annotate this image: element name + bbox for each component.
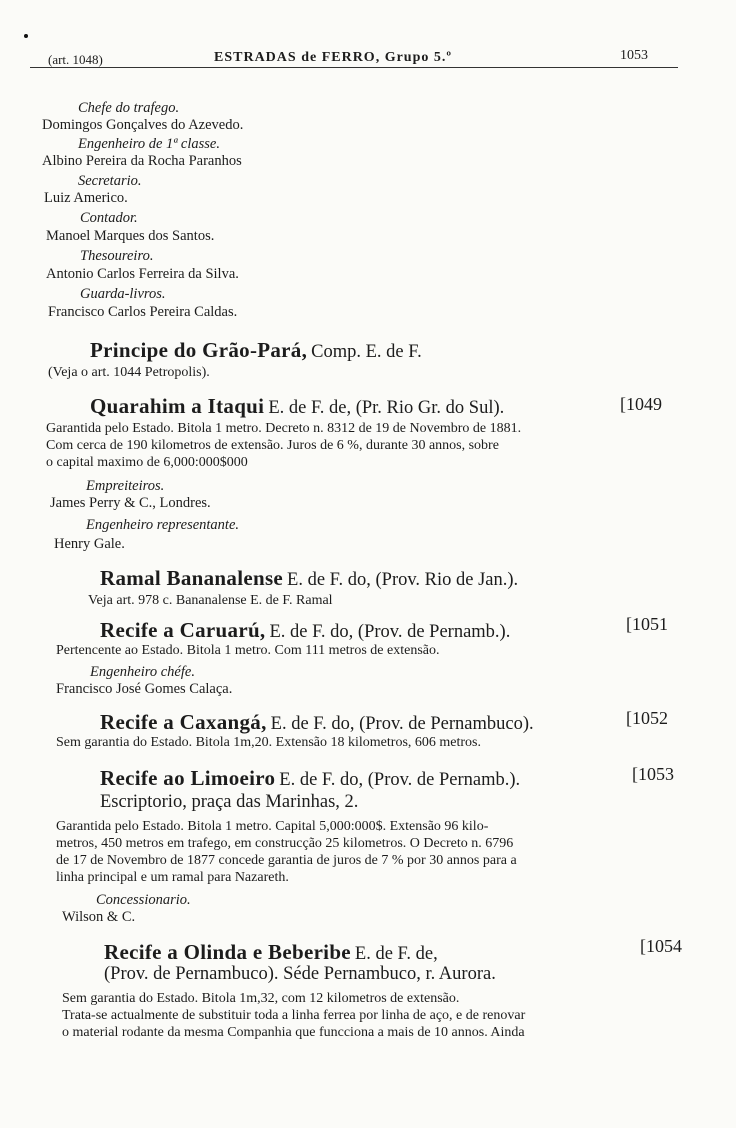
role-title: Engenheiro representante. [86,517,240,533]
entry-text-line: metros, 450 metros em trafego, em construcção 25 kilometros. O Decreto n. 6796 [56,836,514,851]
entry-address: Escriptorio, praça das Marinhas, 2. [100,792,359,812]
entry-subtitle: Comp. E. de F. [311,342,422,362]
entry-subtitle: E. de F. do, (Prov. de Pernamb.). [279,770,521,790]
entry-title: Quarahim a Itaqui [90,394,265,418]
entry-heading [100,566,518,591]
entry-heading [90,338,422,363]
entry-text-line: Garantida pelo Estado. Bitola 1 metro. Decreto n. 8312 de 19 de Novembro de 1881. [46,421,522,436]
entry-number: [1049 [620,394,662,414]
entry-heading [90,394,504,419]
entry-text-line: Sem garantia do Estado. Bitola 1m,20. Extensão 18 kilometros, 606 metros. [56,735,481,750]
entry-heading [100,618,510,643]
staff-name: Manoel Marques dos Santos. [46,228,215,244]
entry-text-line: Pertencente ao Estado. Bitola 1 metro. Com 111 metros de extensão. [56,643,440,658]
entry-text-line: Veja art. 978 c. Bananalense E. de F. Ramal [88,593,333,608]
print-speck [24,34,28,38]
staff-role: Engenheiro de 1ª classe. [78,136,220,152]
entry-address: (Prov. de Pernambuco). Séde Pernambuco, r. Aurora. [104,964,496,984]
role-title: Engenheiro chéfe. [90,664,195,680]
entry-title: Recife ao Limoeiro [100,766,276,790]
staff-role: Guarda-livros. [80,286,166,302]
entry-text-line: Garantida pelo Estado. Bitola 1 metro. Capital 5,000:000$. Extensão 96 kilo- [56,819,489,834]
entry-heading [104,940,438,965]
header-page-number: 1053 [620,48,648,63]
role-name: Wilson & C. [62,909,136,925]
role-name: Francisco José Gomes Calaça. [56,681,233,697]
staff-name: Antonio Carlos Ferreira da Silva. [46,266,239,282]
staff-role: Contador. [80,210,138,226]
staff-name: Luiz Americo. [44,190,128,206]
staff-role: Secretario. [78,173,142,189]
staff-role: Chefe do trafego. [78,100,180,116]
entry-text-line: linha principal e um ramal para Nazareth. [56,870,289,885]
entry-title: Ramal Bananalense [100,566,284,590]
entry-heading [100,766,520,791]
entry-subtitle: E. de F. do, (Prov. Rio de Jan.). [287,570,519,590]
entry-heading [100,710,534,735]
entry-subtitle: E. de F. do, (Prov. de Pernambuco). [270,714,534,734]
entry-title: Recife a Olinda e Beberibe [104,940,351,964]
header-title: ESTRADAS de FERRO, Grupo 5.º [214,50,452,65]
entry-number: [1053 [632,764,674,784]
entry-title: Recife a Caruarú, [100,618,266,642]
entry-subtitle: E. de F. do, (Prov. de Pernamb.). [269,622,511,642]
entry-text-line: (Veja o art. 1044 Petropolis). [48,365,210,380]
entry-text-line: Sem garantia do Estado. Bitola 1m,32, com 12 kilometros de extensão. [62,991,460,1006]
entry-number: [1051 [626,614,668,634]
staff-name: Domingos Gonçalves do Azevedo. [42,117,244,133]
entry-subtitle: E. de F. de, [354,944,438,964]
staff-role: Thesoureiro. [80,248,154,264]
header-article-ref: (art. 1048) [48,52,103,67]
entry-text-line: de 17 de Novembro de 1877 concede garantia de juros de 7 % por 30 annos para a [56,853,517,868]
staff-name: Albino Pereira da Rocha Paranhos [42,153,242,169]
entry-number: [1054 [640,936,682,956]
role-title: Empreiteiros. [86,478,165,494]
role-title: Concessionario. [96,892,191,908]
entry-text-line: Trata-se actualmente de substituir toda a linha ferrea por linha de aço, e de renovar [62,1008,526,1023]
role-name: James Perry & C., Londres. [50,495,211,511]
entry-title: Recife a Caxangá, [100,710,267,734]
entry-number: [1052 [626,708,668,728]
role-name: Henry Gale. [54,536,125,552]
header-rule [30,67,678,68]
entry-subtitle: E. de F. de, (Pr. Rio Gr. do Sul). [268,398,505,418]
entry-text-line: Com cerca de 190 kilometros de extensão. Juros de 6 %, durante 30 annos, sobre [46,438,499,453]
entry-text-line: o material rodante da mesma Companhia que funcciona a mais de 10 annos. Ainda [62,1025,525,1040]
entry-title: Principe do Grão-Pará, [90,338,308,362]
staff-name: Francisco Carlos Pereira Caldas. [48,304,238,320]
entry-text-line: o capital maximo de 6,000:000$000 [46,455,248,470]
